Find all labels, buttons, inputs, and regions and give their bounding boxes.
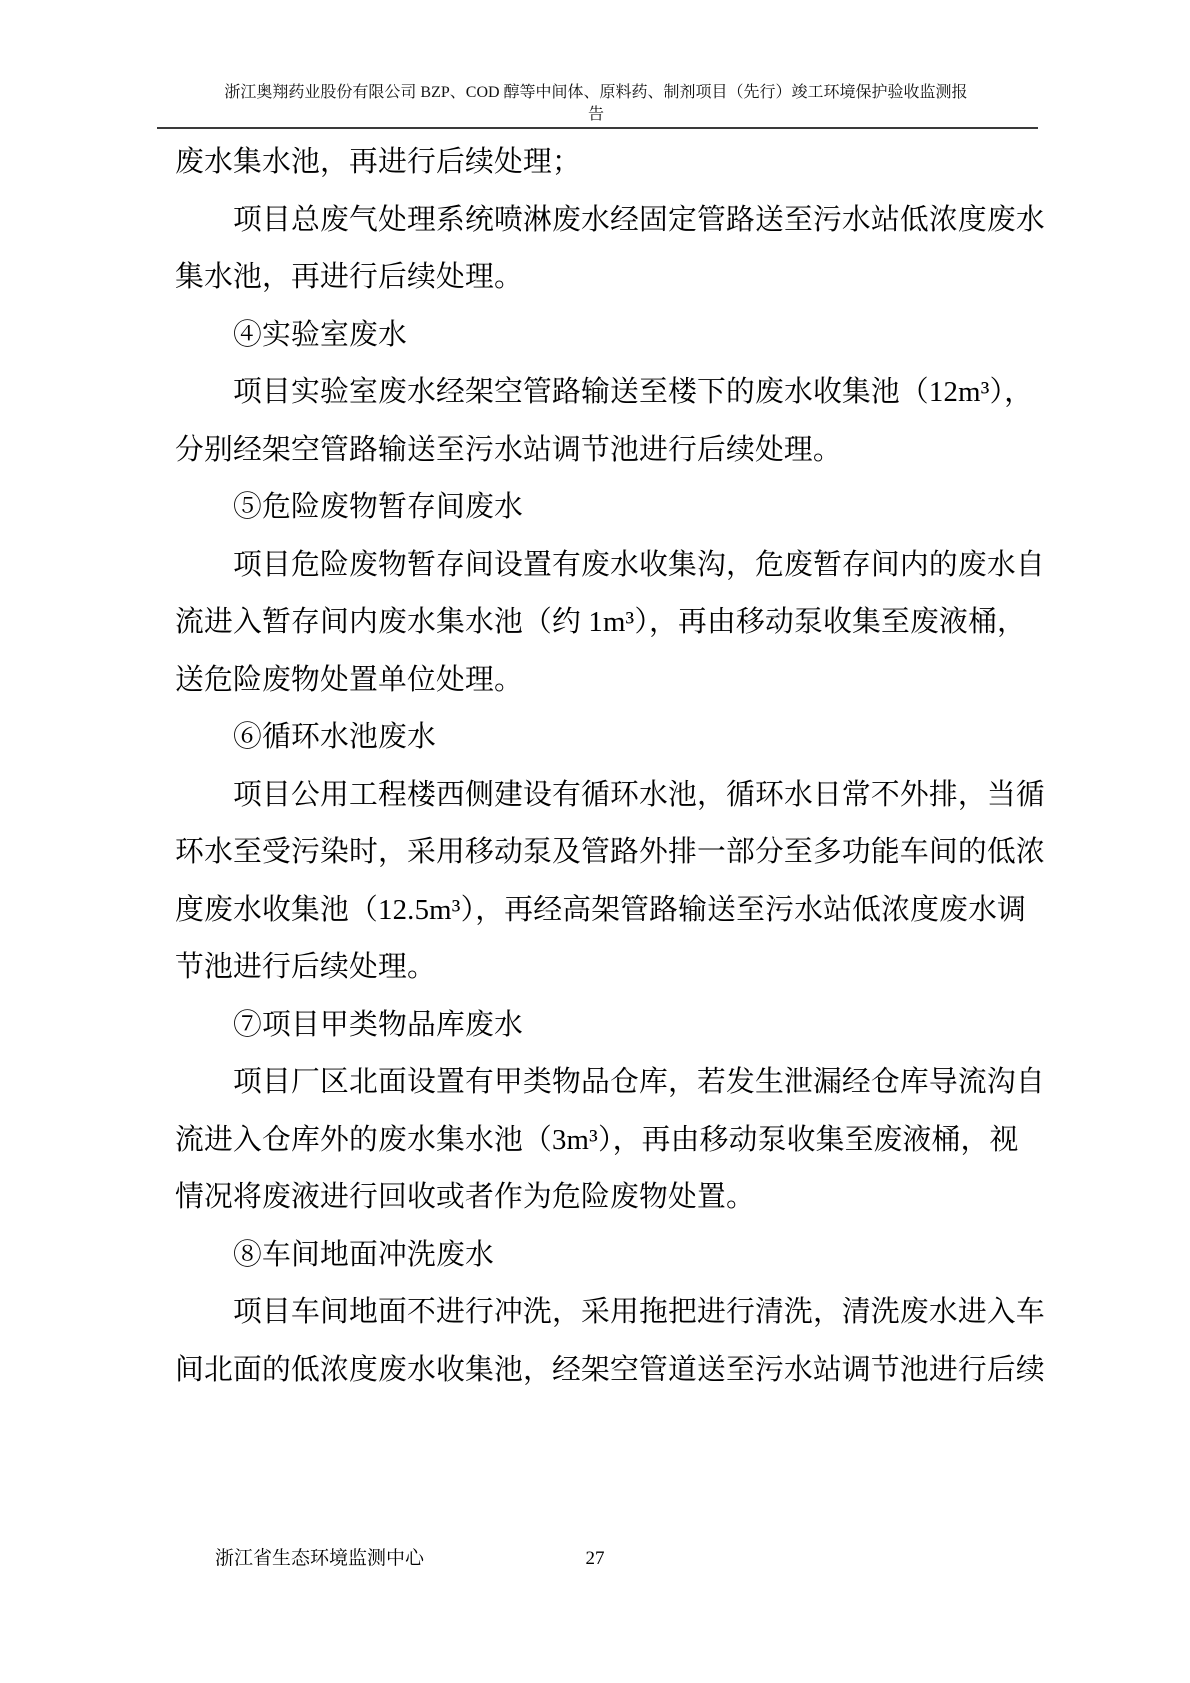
body-line: 废水集水池，再进行后续处理；: [175, 146, 581, 178]
header-title-line1: 浙江奥翔药业股份有限公司 BZP、COD 醇等中间体、原料药、制剂项目（先行）竣工环境保护验收监测报: [224, 84, 968, 101]
body-line: 集水池，再进行后续处理。: [175, 261, 523, 293]
body-line: ④实验室废水: [233, 318, 407, 351]
body-line: 度废水收集池（12.5m³），再经高架管路输送至污水站低浓度废水调: [175, 893, 1027, 926]
body-line: ⑤危险废物暂存间废水: [233, 491, 523, 523]
body-line: ⑦项目甲类物品库废水: [233, 1008, 523, 1041]
header-title-line2: 告: [587, 106, 604, 123]
body-line: 项目厂区北面设置有甲类物品仓库，若发生泄漏经仓库导流沟自: [233, 1066, 1045, 1098]
body-line: 环水至受污染时，采用移动泵及管路外排一部分至多功能车间的低浓: [175, 836, 1045, 868]
footer-page-number: 27: [585, 1548, 605, 1569]
body-line: ⑧车间地面冲洗废水: [233, 1238, 494, 1271]
footer-organization: 浙江省生态环境监测中心: [215, 1548, 425, 1569]
body-line: 流进入暂存间内废水集水池（约 1m³），再由移动泵收集至废液桶，: [175, 606, 1026, 638]
body-line: 情况将废液进行回收或者作为危险废物处置。: [175, 1181, 755, 1213]
document-body: [175, 134, 1045, 1399]
body-line: 项目实验室废水经架空管路输送至楼下的废水收集池（12m³），: [233, 376, 1034, 408]
body-line: 流进入仓库外的废水集水池（3m³），再由移动泵收集至废液桶，视: [175, 1123, 1019, 1156]
body-line: 间北面的低浓度废水收集池，经架空管道送至污水站调节池进行后续: [175, 1353, 1045, 1386]
page-header: [155, 82, 1037, 126]
body-line: 项目车间地面不进行冲洗，采用拖把进行清洗，清洗废水进入车: [233, 1296, 1045, 1328]
body-line: ⑥循环水池废水: [233, 721, 436, 753]
body-line: 节池进行后续处理。: [175, 951, 436, 983]
body-line: 项目危险废物暂存间设置有废水收集沟，危废暂存间内的废水自: [233, 548, 1045, 581]
body-line: 送危险废物处置单位处理。: [175, 663, 523, 696]
body-line: 分别经架空管路输送至污水站调节池进行后续处理。: [175, 433, 842, 466]
body-line: 项目公用工程楼西侧建设有循环水池，循环水日常不外排，当循: [233, 778, 1045, 811]
body-line: 项目总废气处理系统喷淋废水经固定管路送至污水站低浓度废水: [233, 203, 1045, 236]
header-divider: [157, 127, 1038, 129]
